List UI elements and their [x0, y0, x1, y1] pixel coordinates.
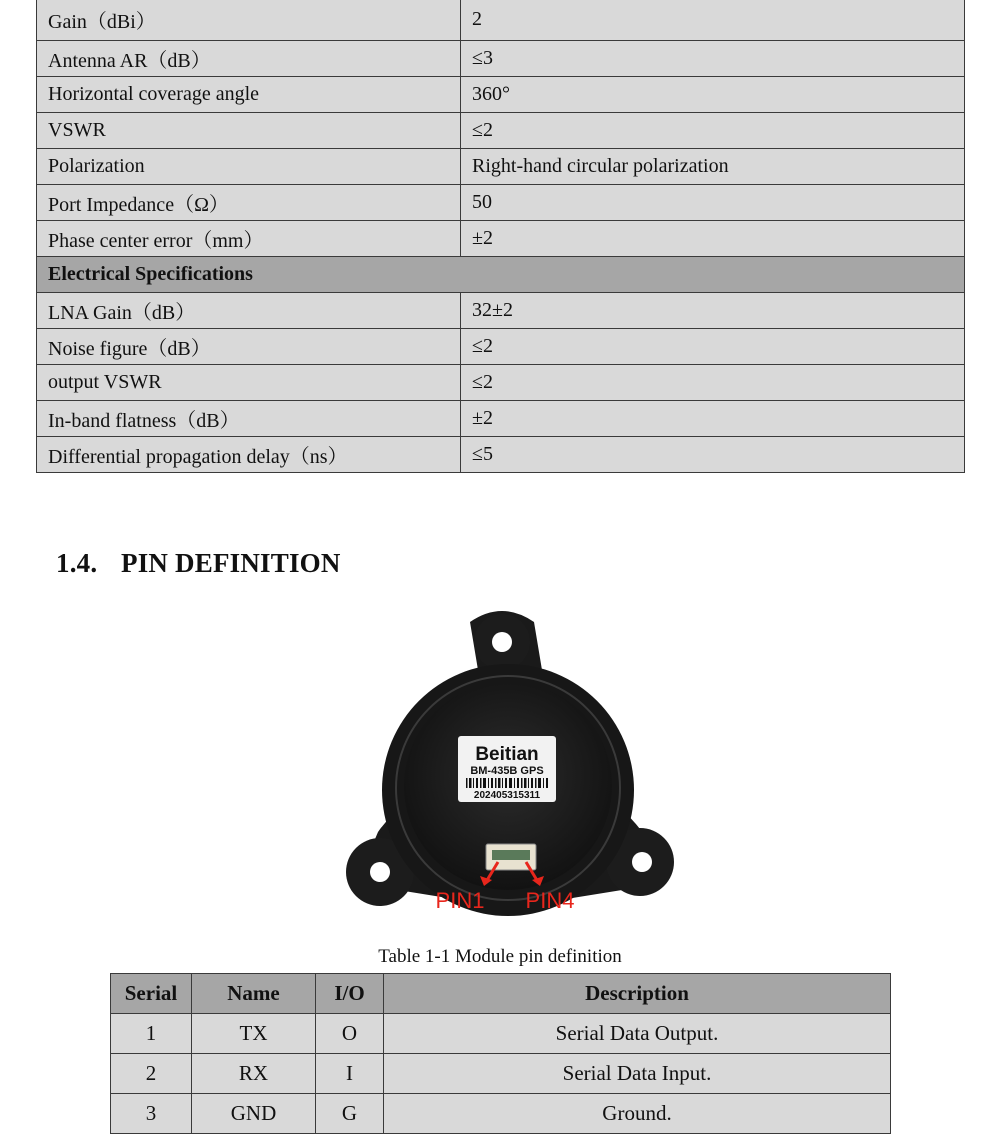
cell-io: O — [316, 1014, 384, 1054]
header-serial: Serial — [111, 974, 192, 1014]
pin4-label: PIN4 — [525, 888, 575, 913]
label-brand: Beitian — [475, 744, 539, 765]
table-header-row — [111, 974, 891, 1014]
mounting-hole-right — [632, 852, 652, 872]
antenna-spec-table — [36, 0, 965, 473]
mounting-hole-left — [370, 862, 390, 882]
spec-row — [37, 220, 965, 256]
spec-param: LNA Gain（dB） — [37, 292, 461, 328]
header-io: I/O — [316, 974, 384, 1014]
header-description: Description — [384, 974, 891, 1014]
label-serial: 202405315311 — [473, 790, 541, 801]
spec-param: Noise figure（dB） — [37, 328, 461, 364]
spec-param: Polarization — [37, 148, 461, 184]
spec-row — [37, 328, 965, 364]
cell-io: G — [316, 1094, 384, 1134]
cell-description: Serial Data Output. — [384, 1014, 891, 1054]
spec-row — [37, 184, 965, 220]
antenna-module-image — [330, 600, 690, 920]
header-name: Name — [192, 974, 316, 1014]
spec-value: 360° — [461, 76, 965, 112]
product-figure — [330, 600, 690, 920]
table-row — [111, 1094, 891, 1134]
mounting-hole-top — [492, 632, 512, 652]
spec-param: Antenna AR（dB） — [37, 40, 461, 76]
cell-io: I — [316, 1054, 384, 1094]
label-model: BM-435B GPS — [470, 765, 544, 777]
section-title: Electrical Specifications — [37, 256, 965, 292]
cell-serial: 2 — [111, 1054, 192, 1094]
spec-value: 50 — [461, 184, 965, 220]
table-caption: Table 1-1 Module pin definition — [378, 946, 622, 967]
spec-row — [37, 436, 965, 472]
spec-value: Right-hand circular polarization — [461, 148, 965, 184]
spec-row — [37, 0, 965, 40]
spec-value: 32±2 — [461, 292, 965, 328]
cell-name: TX — [192, 1014, 316, 1054]
spec-value: ≤2 — [461, 364, 965, 400]
spec-param: Differential propagation delay（ns） — [37, 436, 461, 472]
spec-row — [37, 40, 965, 76]
table-row — [111, 1014, 891, 1054]
spec-param: In-band flatness（dB） — [37, 400, 461, 436]
spec-value: ≤2 — [461, 328, 965, 364]
section-heading-title: PIN DEFINITION — [121, 548, 341, 578]
cell-description: Serial Data Input. — [384, 1054, 891, 1094]
spec-row — [37, 400, 965, 436]
spec-row — [37, 148, 965, 184]
spec-row — [37, 292, 965, 328]
section-header-row — [37, 256, 965, 292]
spec-row — [37, 76, 965, 112]
spec-value: ≤3 — [461, 40, 965, 76]
spec-row — [37, 112, 965, 148]
pin1-label: PIN1 — [435, 888, 485, 913]
spec-value: ≤2 — [461, 112, 965, 148]
section-number: 1.4. — [56, 548, 98, 578]
spec-row — [37, 364, 965, 400]
cell-description: Ground. — [384, 1094, 891, 1134]
cell-name: RX — [192, 1054, 316, 1094]
spec-value: ±2 — [461, 400, 965, 436]
spec-param: VSWR — [37, 112, 461, 148]
cell-serial: 3 — [111, 1094, 192, 1134]
spec-param: Phase center error（mm） — [37, 220, 461, 256]
spec-value: ≤5 — [461, 436, 965, 472]
cell-name: GND — [192, 1094, 316, 1134]
spec-value: 2 — [461, 0, 965, 40]
section-heading — [56, 548, 341, 579]
table-row — [111, 1054, 891, 1094]
spec-param: Horizontal coverage angle — [37, 76, 461, 112]
spec-value: ±2 — [461, 220, 965, 256]
spec-param: Port Impedance（Ω） — [37, 184, 461, 220]
spec-param: Gain（dBi） — [37, 0, 461, 40]
spec-param: output VSWR — [37, 364, 461, 400]
cell-serial: 1 — [111, 1014, 192, 1054]
